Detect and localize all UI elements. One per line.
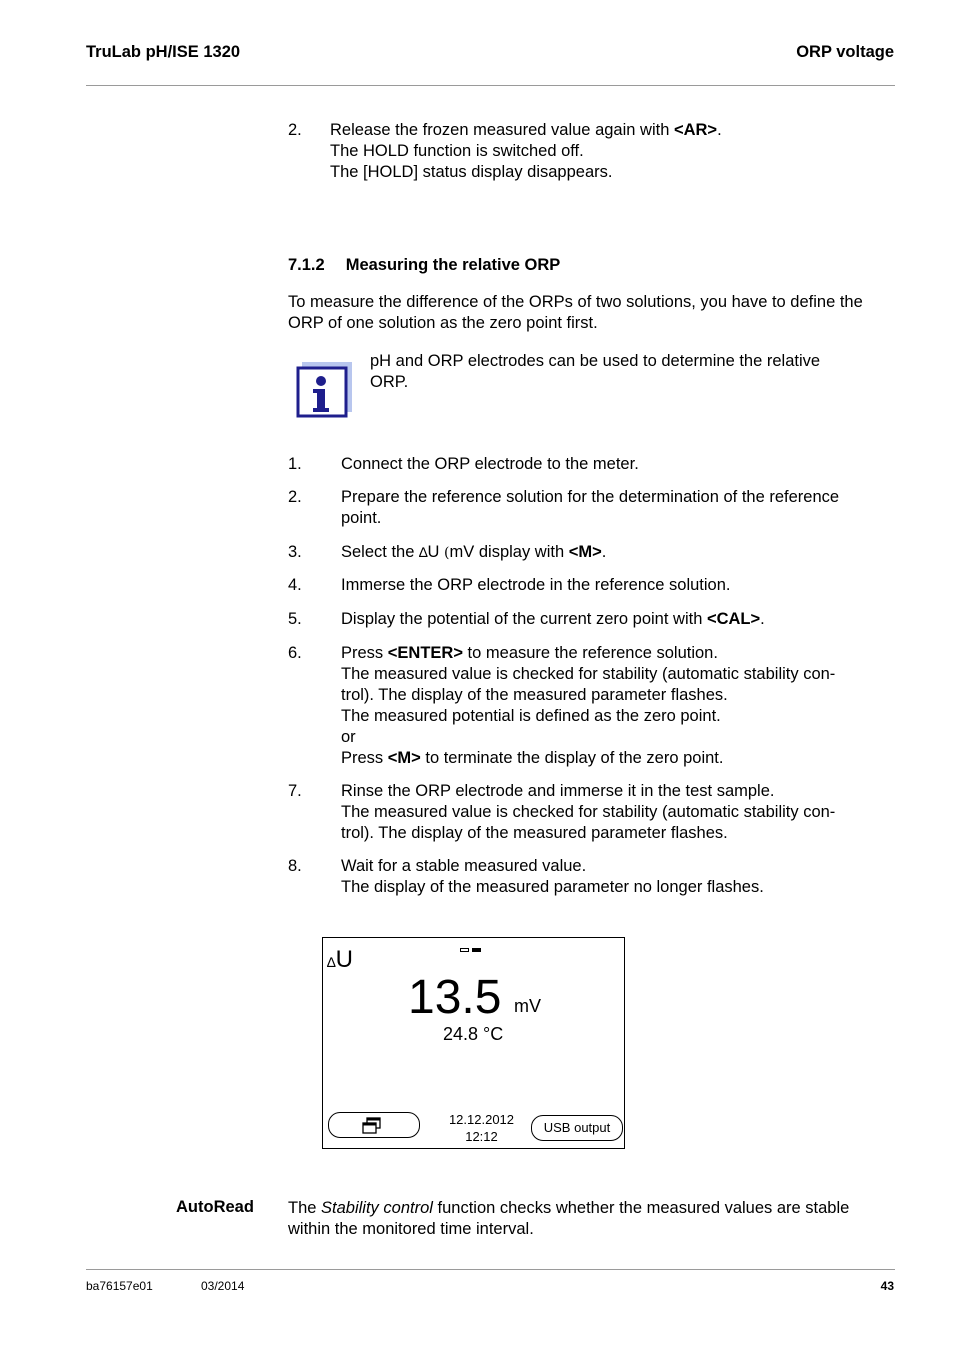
temperature-value: 24.8 °C [443,1024,504,1044]
step-number: 5. [288,610,302,628]
window-icon [362,1117,382,1134]
measured-unit: mV [514,996,541,1016]
step-number: 6. [288,644,302,662]
section-number: 7.1.2 [288,256,325,274]
header-rule [86,85,895,86]
step-number: 1. [288,455,302,473]
intro-step-number: 2. [288,121,302,139]
section-title: Measuring the relative ORP [345,256,561,274]
display-time: 12:12 [465,1129,498,1144]
step-text: Display the potential of the current zero point with <CAL>. [341,610,765,628]
step-text: Connect the ORP electrode to the meter. [341,455,639,473]
window-softkey[interactable] [328,1112,420,1138]
meter-display [322,937,625,1149]
step-number: 3. [288,543,302,561]
info-note-text: pH and ORP electrodes can be used to determine the relative ORP. [370,352,821,391]
step-text: Rinse the ORP electrode and immerse it in the test sample. The measured value is checked for stability (automatic stability con- trol). The display of the measured parameter flashes. [341,782,836,842]
step-number: 2. [288,488,302,506]
step-text: Press <ENTER> to measure the reference solution. The measured value is checked for stability (automatic stability con- trol). The display of the measured parameter flashes. The measured potential is defined as the zero point. or Press <M> to terminate the display of the zero point. [341,644,836,767]
step-number: 4. [288,576,302,594]
running-header-left: TruLab pH/ISE 1320 [86,43,241,61]
page-number: 43 [880,1279,894,1293]
date-time [443,1111,520,1145]
footer-rule [86,1269,895,1270]
step-number: 7. [288,782,302,800]
step-text: Wait for a stable measured value. The display of the measured parameter no longer flashes. [341,857,764,896]
autoread-text: The Stability control function checks whether the measured values are stable within the monitored time interval. [288,1199,850,1238]
margin-label: AutoRead [176,1198,254,1216]
step-number: 8. [288,857,302,875]
measured-value: 13.5 [408,971,502,1024]
measured-parameter: ∆U [327,946,353,973]
step-text: Immerse the ORP electrode in the reference solution. [341,576,731,594]
stability-indicator-icon [460,948,482,952]
running-header-right: ORP voltage [796,43,894,61]
footer-doc-id: ba76157e01 [86,1279,153,1293]
step-text: Prepare the reference solution for the determination of the reference point. [341,488,840,527]
usb-output-softkey[interactable]: USB output [531,1115,623,1141]
footer-date: 03/2014 [201,1279,245,1293]
info-icon [296,362,352,418]
display-date: 12.12.2012 [448,1112,515,1127]
section-heading [288,256,560,275]
step-text: Select the ∆U (mV display with <M>. [341,543,607,561]
intro-step-text: Release the frozen measured value again with <AR>. The HOLD function is switched off. The [HOLD] status display disappears. [330,121,722,181]
intro-paragraph: To measure the difference of the ORPs of two solutions, you have to define the ORP of one solution as the zero point first. [288,293,863,332]
